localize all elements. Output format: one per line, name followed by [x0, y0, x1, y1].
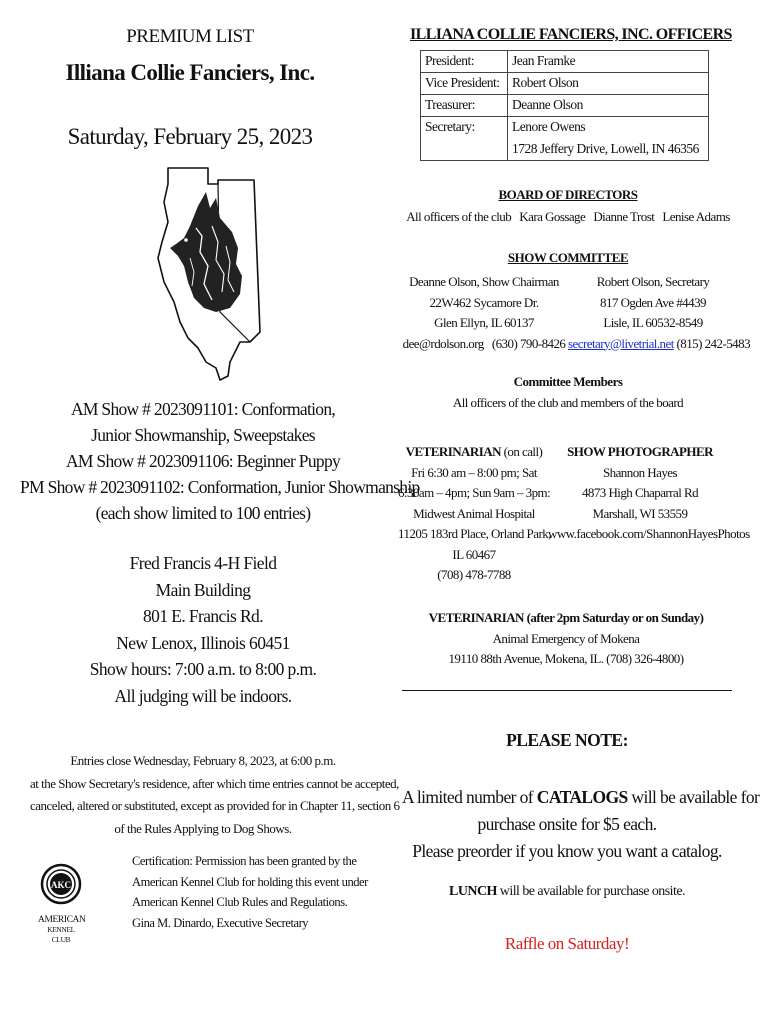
officer-role: President:	[421, 51, 508, 73]
officer-name: Robert Olson	[508, 73, 709, 95]
table-row	[421, 51, 709, 73]
catalog-text: will be available for	[627, 787, 760, 807]
table-row	[421, 95, 709, 117]
catalog-note	[402, 784, 760, 865]
vet-phone: (708) 478-7788	[437, 567, 511, 582]
raffle-note: Raffle on Saturday!	[504, 934, 630, 953]
sec-name: Robert Olson, Secretary	[596, 274, 710, 289]
show-line: PM Show # 2023091102: Conformation, Junior Showmanship	[20, 477, 420, 497]
sec-city: Lisle, IL 60532-8549	[603, 315, 703, 330]
entries-close-info	[30, 750, 400, 840]
entries-line: at the Show Secretary's residence, after which time entries cannot be accepted,	[30, 775, 399, 791]
after-hours-veterinarian-info	[400, 608, 732, 670]
show-date: Saturday, February 25, 2023	[67, 124, 313, 149]
show-hours: Show hours: 7:00 a.m. to 8:00 p.m.	[89, 659, 317, 679]
judging-note: All judging will be indoors.	[114, 685, 292, 706]
photographer-name: Shannon Hayes	[602, 464, 678, 480]
vet2-name: Animal Emergency of Mokena	[492, 630, 640, 646]
certification-text	[132, 851, 368, 933]
show-line: AM Show # 2023091106: Beginner Puppy	[65, 451, 341, 471]
lunch-text: will be available for purchase onsite.	[496, 884, 685, 899]
akc-seal-icon	[38, 860, 84, 910]
catalog-bold: CATALOGS	[536, 787, 628, 807]
collie-illinois-indiana-logo	[150, 162, 270, 384]
club-name: Illiana Collie Fanciers, Inc.	[65, 60, 315, 85]
vet-title: VETERINARIAN	[405, 444, 501, 459]
sec-contact	[568, 334, 751, 355]
secretary-address: 1728 Jeffery Drive, Lowell, IN 46356	[512, 141, 699, 156]
akc-logo-text	[38, 915, 84, 945]
show-line: AM Show # 2023091101: Conformation,	[70, 399, 336, 419]
premium-list-label: PREMIUM LIST	[126, 26, 254, 47]
catalog-line: purchase onsite for $5 each.	[477, 814, 657, 834]
venue-city: New Lenox, Illinois 60451	[116, 632, 290, 653]
entries-line: Entries close Wednesday, February 8, 2023, at 6:00 p.m.	[70, 753, 336, 768]
chair-street: 22W462 Sycamore Dr.	[429, 294, 539, 310]
officer-name: Deanne Olson	[508, 95, 709, 117]
committee-members-text: All officers of the club and members of the board	[452, 395, 684, 410]
cert-line: Gina M. Dinardo, Executive Secretary	[132, 915, 309, 930]
vet-heading	[398, 442, 550, 463]
akc-logo	[38, 860, 86, 944]
table-row	[421, 117, 709, 161]
committee-members-title: Committee Members	[513, 374, 623, 389]
board-members: All officers of the club Kara Gossage Dianne Trost Lenise Adams	[406, 209, 730, 224]
cert-line: Certification: Permission has been granted by the	[132, 854, 357, 868]
vet-title-note: (on call)	[500, 444, 543, 459]
sec-phone: (815) 242-5483	[673, 335, 751, 351]
vet-street: 11205 183rd Place, Orland Park,	[398, 526, 551, 541]
venue-name: Fred Francis 4-H Field	[129, 553, 277, 573]
cert-line: American Kennel Club Rules and Regulations.	[132, 895, 348, 909]
lunch-note	[402, 884, 732, 900]
photographer-city: Marshall, WI 53559	[592, 505, 688, 521]
committee-title: SHOW COMMITTEE	[507, 250, 629, 265]
cert-line: American Kennel Club for holding this event under	[132, 874, 368, 889]
vet-hours: 6:30am – 4pm; Sun 9am – 3pm:	[398, 485, 551, 500]
officer-name	[508, 117, 709, 161]
chair-city: Glen Ellyn, IL 60137	[434, 315, 534, 330]
officers-table	[420, 50, 709, 161]
show-line: Junior Showmanship, Sweepstakes	[91, 425, 315, 445]
vet-name: Midwest Animal Hospital	[413, 505, 535, 521]
board-title: BOARD OF DIRECTORS	[498, 187, 638, 202]
photographer-title: SHOW PHOTOGRAPHER	[567, 444, 713, 459]
officer-role: Treasurer:	[421, 95, 508, 117]
show-list	[20, 396, 420, 526]
catalog-line	[402, 784, 760, 811]
vet2-address: 19110 88th Avenue, Mokena, IL. (708) 326-4800)	[448, 651, 684, 666]
officers-title: ILLIANA COLLIE FANCIERS, INC. OFFICERS	[410, 26, 732, 43]
show-chairman-info	[400, 272, 568, 354]
catalog-text: A limited number of	[402, 787, 537, 807]
akc-logo-line: AMERICAN	[38, 915, 86, 925]
akc-seal-text: AKC	[51, 880, 71, 890]
entries-line: canceled, altered or substituted, except as provided for in Chapter 11, section 6	[30, 798, 400, 813]
catalog-line: Please preorder if you know you want a catalog.	[412, 841, 722, 861]
entries-line: of the Rules Applying to Dog Shows.	[114, 820, 292, 836]
sec-street: 817 Ogden Ave #4439	[600, 294, 706, 310]
officer-name: Jean Framke	[508, 51, 709, 73]
photographer-web: www.facebook.com/ShannonHayesPhotos	[548, 526, 750, 541]
vet-zip: IL 60467	[452, 546, 496, 562]
divider	[402, 690, 732, 691]
chair-contact: dee@rdolson.org (630) 790-8426	[402, 335, 566, 351]
please-note-title: PLEASE NOTE:	[506, 730, 628, 750]
akc-logo-line: KENNEL CLUB	[47, 925, 75, 944]
show-line: (each show limited to 100 entries)	[95, 503, 311, 523]
secretary-email-link[interactable]: secretary@livetrial.net	[568, 335, 674, 351]
photographer-info	[548, 442, 750, 545]
vet-hours: Fri 6:30 am – 8:00 pm; Sat	[411, 464, 537, 480]
officer-role: Vice President:	[421, 73, 508, 95]
venue-building: Main Building	[155, 579, 251, 600]
officer-role: Secretary:	[421, 117, 508, 161]
secretary-name: Lenore Owens	[512, 119, 586, 134]
veterinarian-info	[398, 442, 550, 586]
collie-head-icon	[170, 192, 242, 312]
chair-name: Deanne Olson, Show Chairman	[409, 274, 559, 289]
venue-info	[40, 550, 366, 709]
table-row	[421, 73, 709, 95]
vet2-title: VETERINARIAN (after 2pm Saturday or on Sunday)	[428, 610, 704, 625]
show-secretary-info	[568, 272, 751, 354]
venue-street: 801 E. Francis Rd.	[143, 606, 263, 626]
photographer-street: 4873 High Chaparral Rd	[581, 485, 699, 500]
lunch-bold: LUNCH	[449, 884, 497, 899]
